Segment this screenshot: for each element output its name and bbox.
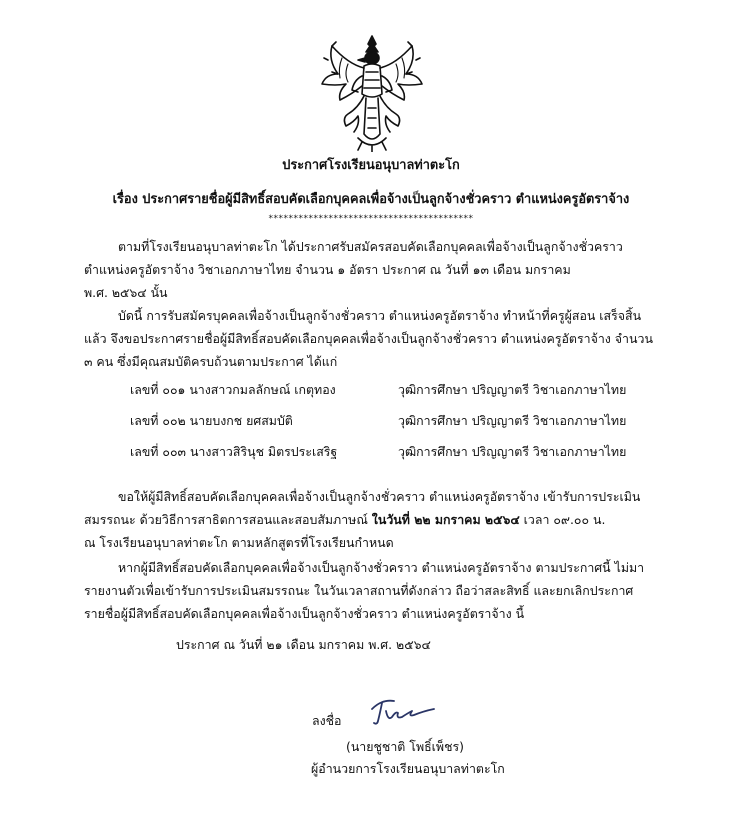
candidate-1-name: เลขที่ ๐๐๑ นางสาวกมลลักษณ์ เกตุทอง	[130, 382, 336, 397]
para2-line2: แล้ว จึงขอประกาศรายชื่อผู้มีสิทธิ์สอบคัดเลือกบุคคลเพื่อจ้างเป็นลูกจ้างชั่วคราว ตำแหน่งครูอัตราจ้าง จำนวน	[84, 331, 653, 346]
sign-label: ลงชื่อ	[312, 713, 342, 728]
header-divider: *****************************************	[268, 214, 474, 224]
para3-line2	[84, 512, 605, 528]
para3-line3: ณ โรงเรียนอนุบาลท่าตะโก ตามหลักสูตรที่โรงเรียนกำหนด	[84, 535, 394, 550]
announcement-date: ประกาศ ณ วันที่ ๒๑ เดือน มกราคม พ.ศ. ๒๕๖๔	[176, 637, 431, 652]
para4-line2: รายงานตัวเพื่อเข้ารับการประเมินสมรรถนะ ในวันเวลาสถานที่ดังกล่าว ถือว่าสละสิทธิ์ และยกเลิกประกาศ	[84, 583, 634, 598]
candidate-3-name: เลขที่ ๐๐๓ นางสาวสิรินุช มิตรประเสริฐ	[130, 444, 338, 459]
para1-line2: ตำแหน่งครูอัตราจ้าง วิชาเอกภาษาไทย จำนวน ๑ อัตรา ประกาศ ณ วันที่ ๑๓ เดือน มกราคม	[84, 262, 571, 277]
candidate-2-qualification: วุฒิการศึกษา ปริญญาตรี วิชาเอกภาษาไทย	[398, 413, 627, 428]
signer-position: ผู้อำนวยการโรงเรียนอนุบาลท่าตะโก	[311, 761, 505, 776]
para4-line1: หากผู้มีสิทธิ์สอบคัดเลือกบุคคลเพื่อจ้างเป็นลูกจ้างชั่วคราว ตำแหน่งครูอัตราจ้าง ตามประกาศนี้ ไม่มา	[118, 560, 645, 575]
para2-line1: บัดนี้ การรับสมัครบุคคลเพื่อจ้างเป็นลูกจ้างชั่วคราว ตำแหน่งครูอัตราจ้าง ทำหน้าที่ครูผู้สอน เสร็จสิ้น	[118, 308, 642, 323]
para1-line3: พ.ศ. ๒๕๖๔ นั้น	[84, 285, 168, 300]
candidate-2-name: เลขที่ ๐๐๒ นายบงกช ยศสมบัติ	[130, 413, 293, 428]
garuda-emblem-icon	[318, 34, 426, 152]
exam-time: เวลา ๐๙.๐๐ น.	[519, 512, 606, 527]
para4-line3: รายชื่อผู้มีสิทธิ์สอบคัดเลือกบุคคลเพื่อจ้างเป็นลูกจ้างชั่วคราว ตำแหน่งครูอัตราจ้าง นี้	[84, 606, 525, 621]
para3-line1: ขอให้ผู้มีสิทธิ์สอบคัดเลือกบุคคลเพื่อจ้างเป็นลูกจ้างชั่วคราว ตำแหน่งครูอัตราจ้าง เข้ารับการประเมิน	[118, 489, 641, 504]
para2-line3: ๓ คน ซึ่งมีคุณสมบัติครบถ้วนตามประกาศ ได้แก่	[84, 354, 338, 369]
announcement-subject: เรื่อง ประกาศรายชื่อผู้มีสิทธิ์สอบคัดเลือกบุคคลเพื่อจ้างเป็นลูกจ้างชั่วคราว ตำแหน่งครูอัตราจ้าง	[112, 192, 630, 207]
para3-line2-text: สมรรถนะ ด้วยวิธีการสาธิตการสอนและสอบสัมภาษณ์	[84, 512, 372, 527]
candidate-3-qualification: วุฒิการศึกษา ปริญญาตรี วิชาเอกภาษาไทย	[398, 444, 627, 459]
signature-icon	[368, 695, 438, 729]
exam-date: ในวันที่ ๒๒ มกราคม ๒๕๖๔	[371, 512, 520, 527]
announcement-title: ประกาศโรงเรียนอนุบาลท่าตะโก	[282, 158, 460, 173]
signer-name: (นายชูชาติ โพธิ์เพ็ชร)	[346, 739, 464, 754]
para1-line1: ตามที่โรงเรียนอนุบาลท่าตะโก ได้ประกาศรับสมัครสอบคัดเลือกบุคคลเพื่อจ้างเป็นลูกจ้างชั่วคราว	[118, 239, 623, 254]
candidate-1-qualification: วุฒิการศึกษา ปริญญาตรี วิชาเอกภาษาไทย	[398, 382, 627, 397]
